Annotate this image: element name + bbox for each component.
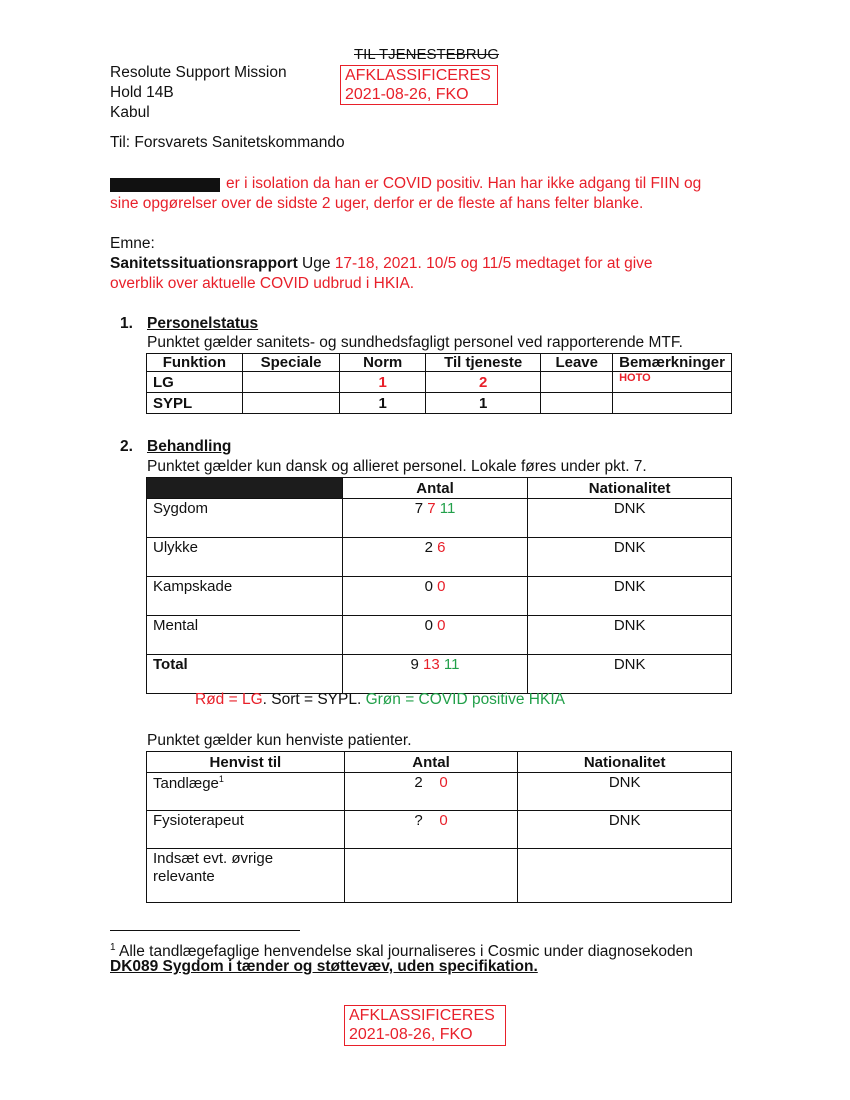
antal-sypl: 0: [424, 578, 433, 595]
column-header: Antal: [344, 752, 518, 773]
column-header: Nationalitet: [528, 478, 732, 499]
subject-title: [110, 254, 653, 274]
recipient: Til: Forsvarets Sanitetskommando: [110, 134, 345, 151]
section-2-number: 2.: [120, 438, 133, 455]
cell-bemaerkninger: HOTO: [613, 372, 732, 393]
table-header-row: [147, 752, 732, 773]
cell-nationalitet: DNK: [528, 577, 732, 616]
table-row: [147, 393, 732, 414]
subject-title-plain: Uge: [297, 255, 335, 272]
table-row-total: [147, 655, 732, 694]
sender-line: Resolute Support Mission: [110, 64, 287, 81]
cell-label: Sygdom: [147, 499, 343, 538]
antal-sypl: ?: [414, 812, 423, 829]
column-header-redacted: [147, 478, 343, 499]
subject-title-red: 17-18, 2021. 10/5 og 11/5 medtaget for at give: [334, 255, 653, 272]
footnote-body: Alle tandlægefaglige henvendelse skal journaliseres i Cosmic under diagnosekoden: [115, 943, 693, 961]
column-header: Speciale: [242, 354, 340, 372]
column-header: Leave: [541, 354, 613, 372]
legend-green: Grøn = COVID positive HKIA: [365, 691, 565, 708]
table-header-row: [147, 478, 732, 499]
color-legend: [195, 690, 565, 710]
notice-line-1: er i isolation da han er COVID positiv. Han har ikke adgang til FIIN og: [226, 175, 702, 192]
sender-line: Kabul: [110, 104, 150, 121]
cell-funktion: LG: [147, 372, 243, 393]
referral-table: [146, 751, 732, 903]
stamp-line: 2021-08-26, FKO: [349, 1026, 473, 1043]
referral-label: Tandlæge: [153, 775, 219, 792]
cell-speciale: [242, 372, 340, 393]
cell-label: Kampskade: [147, 577, 343, 616]
table-row: [147, 538, 732, 577]
antal-sypl: 7: [414, 500, 424, 517]
cell-nationalitet: DNK: [528, 655, 732, 694]
cell-antal: [342, 538, 528, 577]
table-row: [147, 499, 732, 538]
table-row: [147, 849, 732, 903]
footnote-marker: 1: [110, 942, 116, 953]
cell-nationalitet: DNK: [518, 811, 732, 849]
cell-nationalitet: DNK: [528, 616, 732, 655]
antal-sypl: 9: [410, 656, 419, 673]
referral-description: Punktet gælder kun henviste patienter.: [147, 732, 412, 749]
classification-struck: TIL TJENESTEBRUG: [354, 46, 500, 63]
column-header: Antal: [342, 478, 528, 499]
antal-lg: 7: [427, 500, 436, 517]
column-header: Bemærkninger: [613, 354, 732, 372]
personnel-table: [146, 353, 732, 414]
column-header: Til tjeneste: [425, 354, 540, 372]
stamp-line: AFKLASSIFICERES: [349, 1007, 495, 1024]
cell-norm: 1: [340, 393, 426, 414]
table-row: [147, 773, 732, 811]
declassification-stamp-top: [340, 65, 498, 105]
cell-label: [147, 773, 345, 811]
section-1-description: Punktet gælder sanitets- og sundhedsfagligt personel ved rapporterende MTF.: [147, 334, 683, 351]
antal-sypl: 0: [424, 617, 433, 634]
stamp-line: AFKLASSIFICERES: [345, 67, 491, 84]
sender-line: Hold 14B: [110, 84, 174, 101]
antal-covid: 11: [443, 656, 460, 673]
cell-antal: [344, 811, 518, 849]
subject-title-bold: Sanitetssituationsrapport: [110, 255, 298, 272]
cell-antal: [342, 655, 528, 694]
antal-sypl: 2: [424, 539, 433, 556]
antal-lg: 13: [423, 656, 440, 673]
footnote-divider: [110, 930, 300, 931]
column-header: Norm: [340, 354, 426, 372]
section-2-description: Punktet gælder kun dansk og allieret personel. Lokale føres under pkt. 7.: [147, 458, 647, 475]
stamp-line: 2021-08-26, FKO: [345, 86, 469, 103]
cell-til-tjeneste: 2: [425, 372, 540, 393]
cell-label: Total: [147, 655, 343, 694]
table-row: [147, 372, 732, 393]
footnote-diagnosis-code: DK089 Sygdom i tænder og støttevæv, uden specifikation.: [110, 958, 538, 975]
table-row: [147, 616, 732, 655]
antal-lg: 6: [437, 539, 446, 556]
section-1-title: Personelstatus: [147, 315, 259, 332]
subject-label: Emne:: [110, 235, 155, 252]
cell-leave: [541, 393, 613, 414]
redaction-bar: [110, 178, 220, 192]
table-row: [147, 577, 732, 616]
table-row: [147, 811, 732, 849]
cell-antal: [342, 616, 528, 655]
cell-funktion: SYPL: [147, 393, 243, 414]
cell-bemaerkninger: [613, 393, 732, 414]
cell-label: Fysioterapeut: [147, 811, 345, 849]
cell-nationalitet: DNK: [518, 773, 732, 811]
antal-covid: 11: [439, 500, 456, 517]
cell-label: Indsæt evt. øvrige relevante: [147, 849, 345, 903]
subject-title-line-2: overblik over aktuelle COVID udbrud i HKIA.: [110, 275, 415, 292]
cell-antal: [342, 577, 528, 616]
column-header: Nationalitet: [518, 752, 732, 773]
cell-nationalitet: [518, 849, 732, 903]
cell-nationalitet: DNK: [528, 538, 732, 577]
antal-sypl: 2: [414, 774, 423, 791]
table-header-row: [147, 354, 732, 372]
column-header: Henvist til: [147, 752, 345, 773]
treatment-table: [146, 477, 732, 694]
cell-antal: [344, 849, 518, 903]
notice-line-2: sine opgørelser over de sidste 2 uger, derfor er de fleste af hans felter blanke.: [110, 195, 644, 212]
cell-antal: [342, 499, 528, 538]
cell-leave: [541, 372, 613, 393]
cell-label: Ulykke: [147, 538, 343, 577]
cell-antal: [344, 773, 518, 811]
cell-til-tjeneste: 1: [425, 393, 540, 414]
antal-lg: 0: [437, 617, 446, 634]
declassification-stamp-bottom: [344, 1005, 506, 1046]
section-1-number: 1.: [120, 315, 133, 332]
footnote-ref: 1: [218, 774, 224, 784]
cell-norm: 1: [340, 372, 426, 393]
cell-speciale: [242, 393, 340, 414]
cell-nationalitet: DNK: [528, 499, 732, 538]
antal-lg: 0: [439, 812, 448, 829]
legend-black: . Sort = SYPL.: [262, 691, 366, 708]
antal-lg: 0: [439, 774, 448, 791]
antal-lg: 0: [437, 578, 446, 595]
section-2-title: Behandling: [147, 438, 232, 455]
legend-red: Rød = LG: [195, 691, 263, 708]
cell-label: Mental: [147, 616, 343, 655]
column-header: Funktion: [147, 354, 243, 372]
sender-block: [110, 63, 287, 123]
